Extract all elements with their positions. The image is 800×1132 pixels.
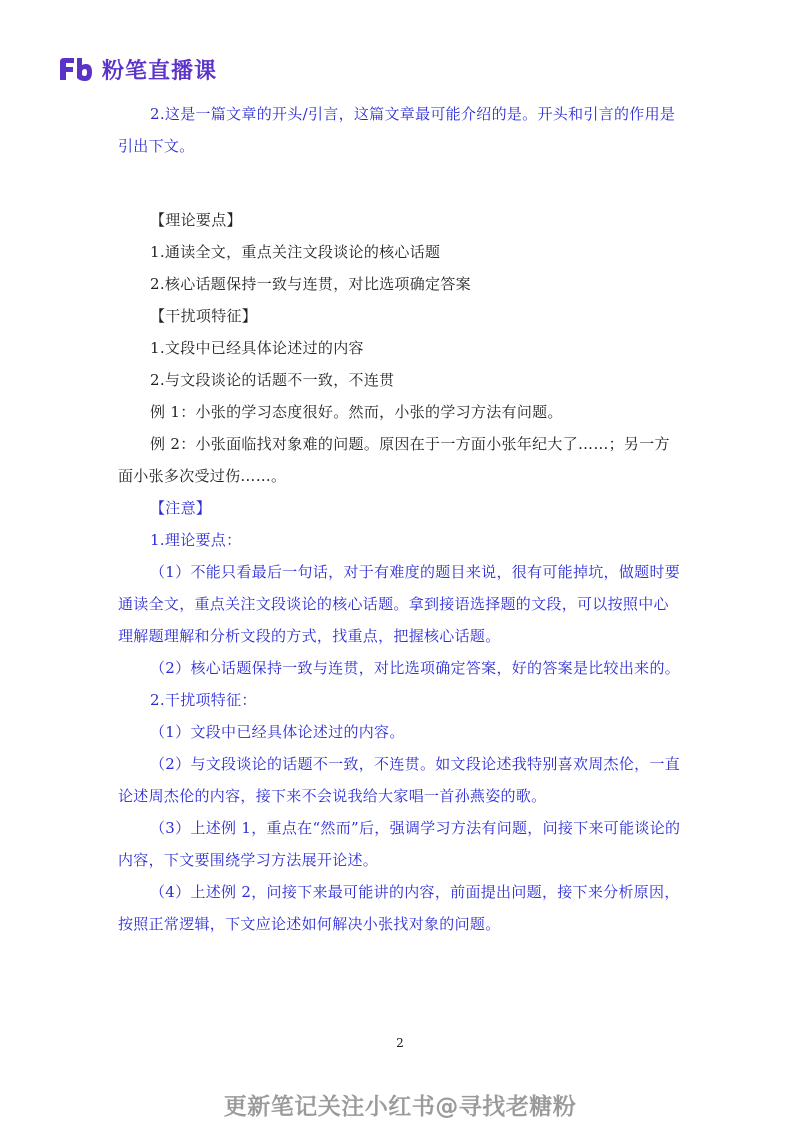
- document-body: [118, 98, 684, 940]
- brand-logo: [58, 54, 217, 84]
- distractor-heading: 【干扰项特征】: [150, 307, 258, 325]
- theory-item: 2.核心话题保持一致与连贯，对比选项确定答案: [150, 275, 471, 293]
- example-1: 例 1：小张的学习态度很好。然而，小张的学习方法有问题。: [150, 403, 563, 421]
- note-paragraph: （2）与文段谈论的话题不一致，不连贯。如文段论述我特别喜欢周杰伦，一直论述周杰伦的内容，接下来不会说我给大家唱一首孙燕姿的歌。: [118, 755, 681, 805]
- theory-item: 1.通读全文，重点关注文段谈论的核心话题: [150, 243, 441, 261]
- note-paragraph: （1）不能只看最后一句话，对于有难度的题目来说，很有可能掉坑，做题时要通读全文，重点关注文段谈论的核心话题。拿到接语选择题的文段，可以按照中心理解题理解和分析文段的方式，找重点，把握核心话题。: [118, 563, 681, 645]
- note-paragraph: （1）文段中已经具体论述过的内容。: [150, 723, 405, 741]
- note-paragraph: （3）上述例 1，重点在“然而”后，强调学习方法有问题，问接下来可能谈论的内容，下文要围绕学习方法展开论述。: [118, 819, 681, 869]
- distractor-item: 1.文段中已经具体论述过的内容: [150, 339, 364, 357]
- footer-watermark: 更新笔记关注小红书@寻找老糖粉: [223, 1094, 577, 1120]
- note-subheading: 2.干扰项特征：: [150, 691, 257, 709]
- theory-heading: 【理论要点】: [150, 211, 242, 229]
- page-number: 2: [396, 1036, 404, 1050]
- note-paragraph: （4）上述例 2，问接下来最可能讲的内容，前面提出问题，接下来分析原因，按照正常逻辑，下文应论述如何解决小张找对象的问题。: [118, 883, 680, 933]
- note-subheading: 1.理论要点：: [150, 531, 242, 549]
- note-paragraph: （2）核心话题保持一致与连贯，对比选项确定答案，好的答案是比较出来的。: [150, 659, 681, 677]
- spacer: [118, 162, 684, 204]
- fb-logo-icon: [58, 56, 94, 82]
- distractor-item: 2.与文段谈论的话题不一致，不连贯: [150, 371, 395, 389]
- example-2: 例 2：小张面临找对象难的问题。原因在于一方面小张年纪大了……；另一方面小张多次受过伤……。: [118, 435, 670, 485]
- logo-text: 粉笔直播课: [102, 58, 218, 84]
- intro-paragraph: 2.这是一篇文章的开头/引言，这篇文章最可能介绍的是。开头和引言的作用是引出下文。: [118, 105, 676, 155]
- note-heading: 【注意】: [150, 499, 212, 517]
